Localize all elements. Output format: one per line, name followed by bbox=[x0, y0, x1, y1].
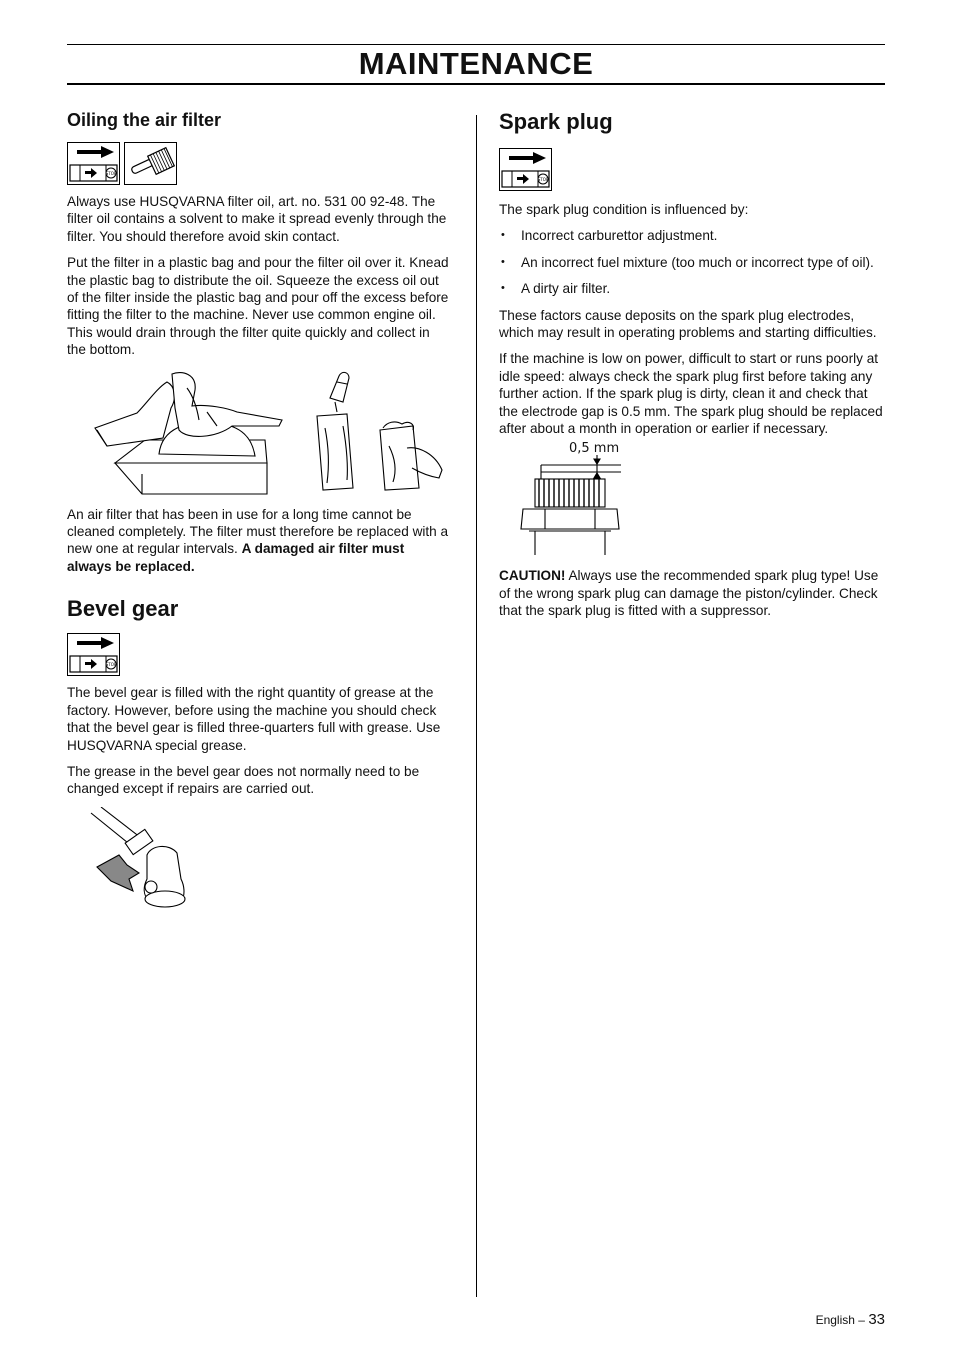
spark-paragraph-3: If the machine is low on power, difficult to start or runs poorly at idle speed: always check the spark plug first before taking any further action. If the spark plug is dirty, clean it and check that the electrode gap is 0.5 mm. The spark plug should be replaced after about a month in operation or earlier if necessary. bbox=[499, 351, 883, 437]
spark-bullet-list bbox=[499, 227, 885, 297]
spark-paragraph-2: These factors cause deposits on the spark plug electrodes, which may result in operating problems and starting difficulties. bbox=[499, 307, 877, 341]
oiling-heading: Oiling the air filter bbox=[67, 110, 222, 130]
brush-icon bbox=[124, 142, 177, 185]
spark-intro: The spark plug condition is influenced by: bbox=[499, 202, 749, 217]
oiling-paragraph-3: An air filter that has been in use for a long time cannot be cleaned completely. The filter must therefore be replaced with a new one at regular intervals. A damaged air filter must always be replaced. bbox=[67, 506, 449, 574]
footer-language: English bbox=[815, 1313, 855, 1327]
column-divider bbox=[476, 115, 477, 1297]
page-title: MAINTENANCE bbox=[67, 44, 885, 85]
svg-text:STOP: STOP bbox=[537, 177, 549, 182]
page-number: 33 bbox=[868, 1311, 885, 1328]
gap-label: 0,5 mm bbox=[569, 441, 620, 457]
oiling-paragraph-1: Always use HUSQVARNA filter oil, art. no. 531 00 92-48. The filter oil contains a solvent to make it spread evenly through the filter. You should therefore avoid skin contact. bbox=[67, 194, 447, 244]
footer-dash: – bbox=[858, 1313, 865, 1327]
stop-engine-icon bbox=[499, 148, 552, 191]
list-item: • A dirty air filter. bbox=[499, 280, 885, 297]
right-column bbox=[499, 108, 885, 629]
bevel-paragraph-1: The bevel gear is filled with the right quantity of grease at the factory. However, before using the machine you should check that the bevel gear is filled three-quarters full with grease. Use HUSQVARNA special grease. bbox=[67, 685, 441, 753]
bevel-gear-illustration bbox=[89, 807, 239, 917]
oiling-paragraph-2: Put the filter in a plastic bag and pour the filter oil over it. Knead the plastic bag to distribute the oil. Squeeze the excess oil out of the filter inside the plastic bag and pour off the excess before fitting the filter to the machine. Never use common engine oil. This would drain through the filter quite quickly and collect in the bottom. bbox=[67, 255, 449, 358]
bevel-heading: Bevel gear bbox=[67, 596, 179, 622]
filter-oiling-illustration bbox=[67, 368, 452, 500]
stop-engine-icon bbox=[67, 633, 120, 676]
caution-paragraph: CAUTION! Always use the recommended spark plug type! Use of the wrong spark plug can damage the piston/cylinder. Check that the spark plug is fitted with a suppressor. bbox=[499, 568, 879, 619]
svg-text:STOP: STOP bbox=[105, 662, 117, 668]
left-column bbox=[67, 108, 452, 917]
svg-text:STOP: STOP bbox=[105, 171, 117, 176]
bevel-icons bbox=[67, 633, 452, 676]
page-footer bbox=[816, 1311, 885, 1328]
bevel-paragraph-2: The grease in the bevel gear does not normally need to be changed except if repairs are carried out. bbox=[67, 763, 420, 797]
oiling-icons bbox=[67, 142, 452, 185]
list-item: • Incorrect carburettor adjustment. bbox=[499, 227, 885, 244]
spark-plug-figure bbox=[499, 439, 649, 557]
spark-icons bbox=[499, 148, 885, 191]
list-item: • An incorrect fuel mixture (too much or incorrect type of oil). bbox=[499, 254, 885, 271]
spark-plug-icon bbox=[499, 439, 649, 557]
spark-heading: Spark plug bbox=[499, 109, 613, 134]
stop-engine-icon bbox=[67, 142, 120, 185]
